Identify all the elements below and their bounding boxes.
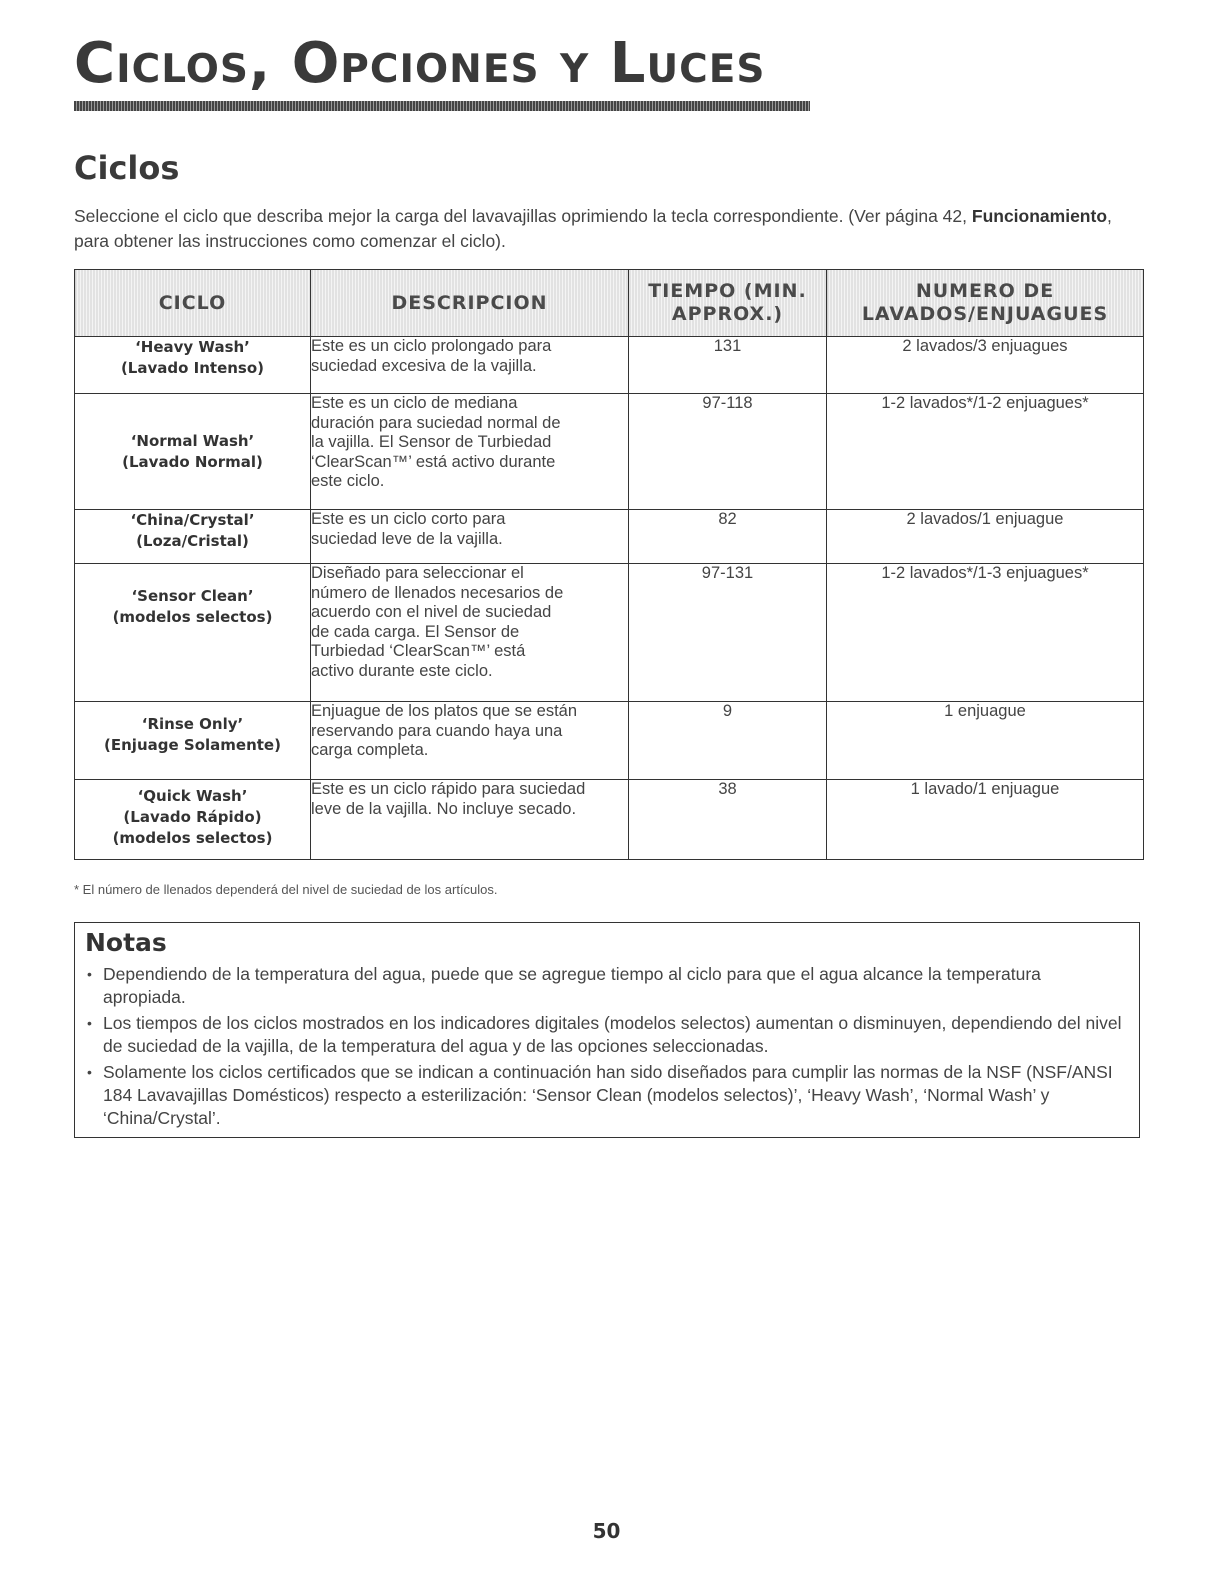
intro-bold-link-text: Funcionamiento xyxy=(971,206,1108,226)
note-text: Dependiendo de la temperatura del agua, puede que se agregue tiempo al ciclo para que el agua alcance la temperatura apropiada. xyxy=(103,964,1041,1007)
desc-line: de cada carga. El Sensor de xyxy=(311,622,520,641)
header-ciclo: CICLO xyxy=(75,270,311,337)
cycle-time: 97-131 xyxy=(629,564,827,702)
cycle-washes: 1-2 lavados*/1-3 enjuagues* xyxy=(827,564,1144,702)
desc-line: Enjuague de los platos que se están xyxy=(311,702,578,720)
table-row xyxy=(75,510,1144,564)
cycle-name-es: (modelos selectos) xyxy=(112,608,273,626)
cycle-name-cell xyxy=(75,564,311,702)
list-item xyxy=(85,963,1125,1009)
notes-title: Notas xyxy=(85,928,167,957)
bullet-icon: • xyxy=(87,1015,92,1031)
desc-line: carga completa. xyxy=(311,741,429,759)
table-row xyxy=(75,337,1144,394)
cycle-name-note: (modelos selectos) xyxy=(112,829,273,847)
header-tiempo: TIEMPO (MIN. APPROX.) xyxy=(629,270,827,337)
cycle-name-cell xyxy=(75,780,311,860)
desc-line: la vajilla. El Sensor de Turbiedad xyxy=(311,433,552,451)
cycle-washes: 1-2 lavados*/1-2 enjuagues* xyxy=(827,394,1144,510)
table-row xyxy=(75,702,1144,780)
desc-line: ‘ClearScan™’ está activo durante xyxy=(311,452,556,471)
list-item xyxy=(85,1012,1125,1058)
cycle-name-es: (Lavado Normal) xyxy=(122,452,263,471)
cycle-time: 82 xyxy=(629,510,827,564)
list-item xyxy=(85,1061,1125,1130)
cycle-name: ‘Sensor Clean’ xyxy=(131,587,254,605)
page-number: 50 xyxy=(592,1519,621,1543)
cycle-name-es: (Lavado Intenso) xyxy=(120,359,265,377)
cycle-name-es: (Lavado Rápido) xyxy=(123,808,262,826)
cycle-washes: 1 enjuague xyxy=(827,702,1144,780)
cycle-name-es: (Loza/Cristal) xyxy=(136,532,249,550)
section-title: Ciclos xyxy=(74,149,180,187)
desc-line: activo durante este ciclo. xyxy=(311,661,493,680)
cycle-name: ‘Rinse Only’ xyxy=(141,715,244,733)
table-row xyxy=(75,780,1144,860)
bullet-icon: • xyxy=(87,966,92,982)
cycles-table xyxy=(74,269,1144,860)
cycle-description xyxy=(311,780,629,860)
desc-line: suciedad leve de la vajilla. xyxy=(311,529,503,548)
cycle-description xyxy=(311,394,629,510)
cycle-time: 9 xyxy=(629,702,827,780)
table-row xyxy=(75,394,1144,510)
cycle-description xyxy=(311,702,629,780)
desc-line: Este es un ciclo de mediana xyxy=(311,394,518,412)
cycle-name-cell xyxy=(75,337,311,394)
cycle-description xyxy=(311,564,629,702)
desc-line: acuerdo con el nivel de suciedad xyxy=(311,603,552,621)
desc-line: duración para suciedad normal de xyxy=(311,413,561,432)
header-descripcion: DESCRIPCION xyxy=(311,270,629,337)
title-rule xyxy=(74,101,810,111)
desc-line: Este es un ciclo prolongado para xyxy=(311,337,552,355)
notes-box xyxy=(74,922,1140,1138)
bullet-icon: • xyxy=(87,1064,92,1080)
cycle-description xyxy=(311,337,629,394)
intro-text-2: , para obtener las instrucciones como comenzar el ciclo). xyxy=(74,206,1112,251)
cycle-name: ‘Normal Wash’ xyxy=(130,431,255,450)
cycle-name: ‘Quick Wash’ xyxy=(137,787,248,805)
cycle-name: ‘Heavy Wash’ xyxy=(135,338,250,356)
cycle-time: 131 xyxy=(629,337,827,394)
cycle-name-cell xyxy=(75,394,311,510)
cycle-name-es: (Enjuage Solamente) xyxy=(104,736,281,754)
note-text: Solamente los ciclos certificados que se indican a continuación han sido diseñados para cumplir las normas de la NSF (NSF/ANSI 184 Lavavajillas Domésticos) respecto a esterilización: ‘Sensor Clean (modelos selectos)’, ‘Heavy Wash’, ‘Normal Wash’ y ‘China/Crystal’. xyxy=(103,1062,1113,1128)
cycle-washes: 2 lavados/1 enjuague xyxy=(827,510,1144,564)
note-text: Los tiempos de los ciclos mostrados en los indicadores digitales (modelos selectos) aumentan o disminuyen, dependiendo del nivel de suciedad de la vajilla, de la temperatura del agua y de las opciones seleccionadas. xyxy=(103,1013,1122,1056)
page-title: Ciclos, Opciones y Luces xyxy=(74,31,766,96)
desc-line: reservando para cuando haya una xyxy=(311,721,563,740)
desc-line: suciedad excesiva de la vajilla. xyxy=(311,356,537,375)
cycle-name-cell xyxy=(75,702,311,780)
desc-line: número de llenados necesarios de xyxy=(311,583,564,602)
desc-line: este ciclo. xyxy=(311,472,385,490)
cycle-name-cell xyxy=(75,510,311,564)
notes-list xyxy=(85,963,1125,1133)
intro-text-1: Seleccione el ciclo que describa mejor la carga del lavavajillas oprimiendo la tecla correspondiente. (Ver página 42, xyxy=(74,206,972,226)
cycle-washes: 2 lavados/3 enjuagues xyxy=(827,337,1144,394)
desc-line: Turbiedad ‘ClearScan™’ está xyxy=(311,642,526,660)
header-numero: NUMERO DE LAVADOS/ENJUAGUES xyxy=(827,270,1144,337)
desc-line: leve de la vajilla. No incluye secado. xyxy=(311,799,577,818)
desc-line: Diseñado para seleccionar el xyxy=(311,564,524,582)
table-header-row xyxy=(75,270,1144,337)
desc-line: Este es un ciclo rápido para suciedad xyxy=(311,780,586,798)
cycle-time: 97-118 xyxy=(629,394,827,510)
cycle-washes: 1 lavado/1 enjuague xyxy=(827,780,1144,860)
footnote: * El número de llenados dependerá del nivel de suciedad de los artículos. xyxy=(74,882,498,897)
table-row xyxy=(75,564,1144,702)
cycle-time: 38 xyxy=(629,780,827,860)
desc-line: Este es un ciclo corto para xyxy=(311,510,506,528)
cycle-description xyxy=(311,510,629,564)
intro-paragraph xyxy=(74,204,1144,254)
cycle-name: ‘China/Crystal’ xyxy=(130,511,255,529)
